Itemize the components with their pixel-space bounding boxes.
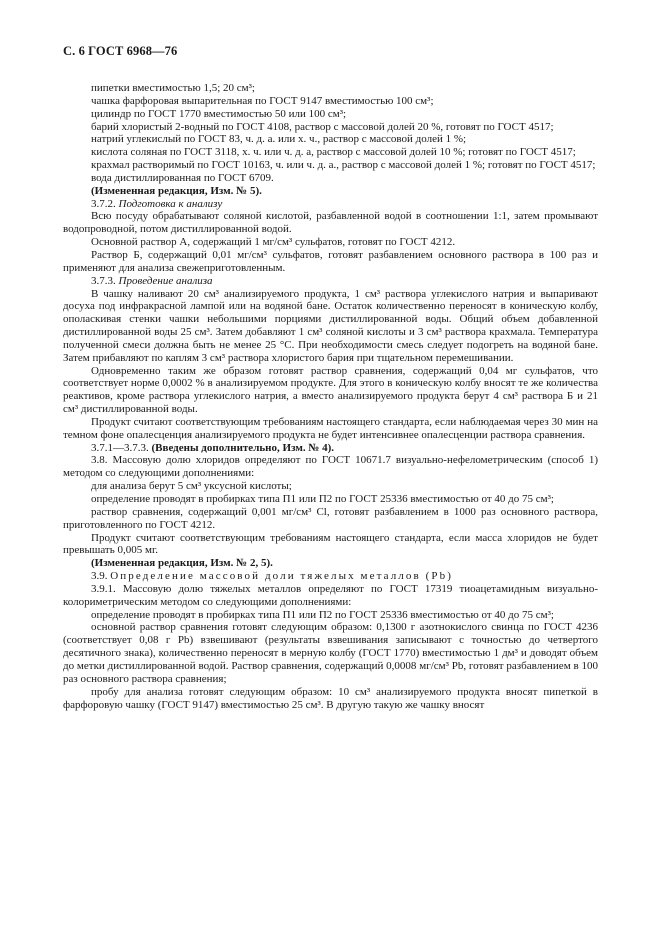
paragraph: кислота соляная по ГОСТ 3118, х. ч. или ч. д. а, раствор с массовой долей 10 %; готовят по ГОСТ 4517; — [91, 146, 576, 159]
section-heading — [63, 198, 598, 211]
section-title: Определение массовой доли тяжелых металлов (Pb) — [110, 570, 453, 583]
section-heading — [63, 570, 598, 583]
amendment-note: (Измененная редакция, Изм. № 5). — [91, 184, 262, 197]
paragraph: Раствор Б, содержащий 0,01 мг/см³ сульфатов, готовят разбавлением основного раствора в 100 раз и применяют для анализа свежеприготовленным. — [63, 248, 598, 274]
paragraph: основной раствор сравнения готовят следующим образом: 0,1300 г азотнокислого свинца по ГОСТ 4236 (соответствует 0,08 г Pb) взвешивают (результаты взвешивания записывают с точностью до четвертого десятичного знака), количественно переносят в мерную колбу (ГОСТ 1770) вместимостью 1 дм³ и доводят объем до метки дистиллированной водой. Раствор сравнения, содержащий 0,0008 мг/см³ Pb, готовят разбавлением в 100 раз основного раствора сравнения; — [63, 621, 598, 685]
section-number: 3.9. — [91, 570, 108, 583]
paragraph: Продукт считают соответствующим требованиям настоящего стандарта, если наблюдаемая через 30 мин на темном фоне опалесценция анализируемого продукта не будет интенсивнее опалесценции раствора сравнения. — [63, 415, 598, 441]
paragraph: для анализа берут 5 см³ уксусной кислоты; — [91, 480, 292, 493]
paragraph: 3.9.1. Массовую долю тяжелых металлов определяют по ГОСТ 17319 тиоацетамидным визуально-колориметрическим методом со следующими дополнениями: — [63, 582, 598, 608]
page-header: С. 6 ГОСТ 6968—76 — [63, 44, 178, 58]
paragraph: Основной раствор А, содержащий 1 мг/см³ сульфатов, готовят по ГОСТ 4212. — [91, 236, 456, 249]
paragraph: определение проводят в пробирках типа П1 или П2 по ГОСТ 25336 вместимостью от 40 до 75 см³; — [91, 493, 554, 505]
section-title: Проведение анализа — [118, 274, 213, 287]
paragraph: определение проводят в пробирках типа П1 или П2 по ГОСТ 25336 вместимостью от 40 до 75 см³; — [91, 608, 554, 621]
paragraph: В чашку наливают 20 см³ анализируемого продукта, 1 см³ раствора углекислого натрия и выпаривают досуха под инфракрасной лампой или на водяной бане. Остаток количественно переносят в коническую колбу, ополаскивая стенки чашки небольшими порциями дистиллированной воды. Общий объем добавленной дистиллированной воды 25 см³. Затем добавляют 1 см³ соляной кислоты и 3 см³ раствора крахмала. Температура полученной смеси должна быть не менее 25 °С. При необходимости смесь следует подогреть на водяной бане. Затем прибавляют по каплям 3 см³ раствора хлористого бария при тщательном перемешивании. — [63, 287, 598, 364]
paragraph: крахмал растворимый по ГОСТ 10163, ч. или ч. д. а., раствор с массовой долей 1 %; готовят по ГОСТ 4517; — [91, 159, 596, 172]
paragraph: вода дистиллированная по ГОСТ 6709. — [91, 171, 274, 184]
section-range: 3.7.1—3.7.3. — [91, 441, 149, 454]
paragraph: натрий углекислый по ГОСТ 83, ч. д. а. или х. ч., раствор с массовой долей 1 %; — [91, 133, 467, 146]
section-number: 3.7.2. — [91, 197, 116, 210]
amendment-note: (Введены дополнительно, Изм. № 4). — [151, 441, 335, 454]
paragraph: раствор сравнения, содержащий 0,001 мг/см³ Cl, готовят разбавлением в 1000 раз основного раствора, приготовленного по ГОСТ 4212. — [63, 505, 598, 531]
paragraph: пипетки вместимостью 1,5; 20 см³; — [91, 82, 255, 94]
paragraph: Всю посуду обрабатывают соляной кислотой, разбавленной водой в соотношении 1:1, затем промывают водопроводной, потом дистиллированной водой. — [63, 210, 598, 236]
paragraph: 3.8. Массовую долю хлоридов определяют по ГОСТ 10671.7 визуально-нефелометрическим (способ 1) методом со следующими дополнениями: — [63, 454, 598, 480]
amendment-line — [63, 442, 598, 455]
paragraph: Одновременно таким же образом готовят раствор сравнения, содержащий 0,04 мг сульфатов, что соответствует норме 0,0002 % в анализируемом продукте. Для этого в коническую колбу вносят те же количества реактивов, кроме раствора углекислого натрия, а вместо анализируемого продукта берут 4 см³ раствора Б и 21 см³ дистиллированной воды. — [63, 364, 598, 416]
section-title: Подготовка к анализу — [118, 197, 223, 210]
section-heading — [63, 275, 598, 288]
paragraph: пробу для анализа готовят следующим образом: 10 см³ анализируемого продукта вносят пипеткой в фарфоровую чашку (ГОСТ 9147) вместимостью 25 см³. В другую такую же чашку вносят — [63, 685, 598, 711]
paragraph: чашка фарфоровая выпарительная по ГОСТ 9147 вместимостью 100 см³; — [91, 94, 434, 107]
document-body — [63, 82, 598, 711]
paragraph: барий хлористый 2-водный по ГОСТ 4108, раствор с массовой долей 20 %, готовят по ГОСТ 4517; — [91, 120, 554, 133]
section-number: 3.7.3. — [91, 274, 116, 287]
paragraph: цилиндр по ГОСТ 1770 вместимостью 50 или 100 см³; — [91, 107, 347, 120]
paragraph: Продукт считают соответствующим требованиям настоящего стандарта, если масса хлоридов не будет превышать 0,005 мг. — [63, 531, 598, 557]
amendment-note: (Измененная редакция, Изм. № 2, 5). — [91, 557, 273, 570]
